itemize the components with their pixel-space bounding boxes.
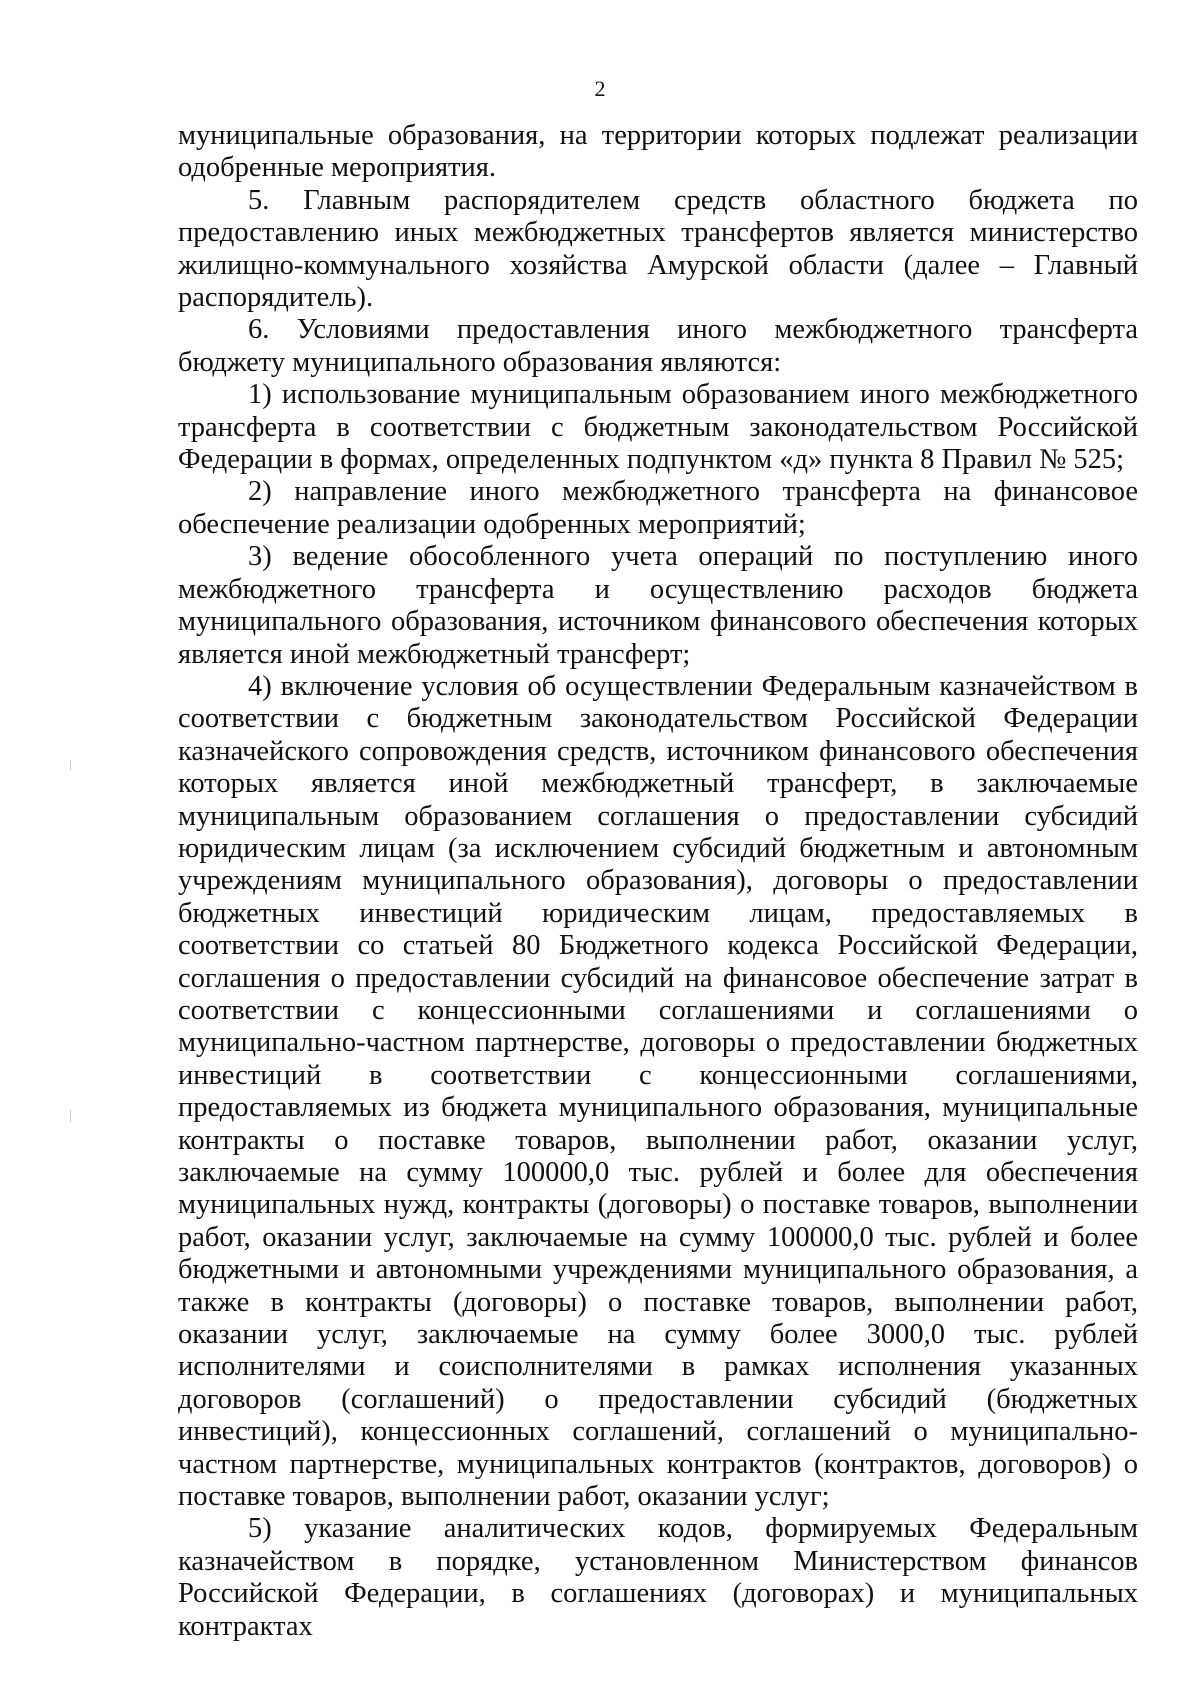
- paragraph-6-item-2: 2) направление иного межбюджетного трансферта на финансовое обеспечение реализации одобренных мероприятий;: [178, 476, 1138, 540]
- scan-artifact: [70, 1110, 71, 1122]
- paragraph-6-item-4: 4) включение условия об осуществлении Федеральным казначейством в соответствии с бюджетным законодательством Российской Федерации казначейского сопровождения средств, источником финансового обеспечения которых является иной межбюджетный трансферт, в заключаемые муниципальным образованием соглашения о предоставлении субсидий юридическим лицам (за исключением субсидий бюджетным и автономным учреждениям муниципального образования), договоры о предоставлении бюджетных инвестиций юридическим лицам, предоставляемых в соответствии со статьей 80 Бюджетного кодекса Российской Федерации, соглашения о предоставлении субсидий на финансовое обеспечение затрат в соответствии с концессионными соглашениями и соглашениями о муниципально-частном партнерстве, договоры о предоставлении бюджетных инвестиций в соответствии с концессионными соглашениями, предоставляемых из бюджета муниципального образования, муниципальные контракты о поставке товаров, выполнении работ, оказании услуг, заключаемые на сумму 100000,0 тыс. рублей и более для обеспечения муниципальных нужд, контракты (договоры) о поставке товаров, выполнении работ, оказании услуг, заключаемые на сумму 100000,0 тыс. рублей и более бюджетными и автономными учреждениями муниципального образования, а также в контракты (договоры) о поставке товаров, выполнении работ, оказании услуг, заключаемые на сумму более 3000,0 тыс. рублей исполнителями и соисполнителями в рамках исполнения указанных договоров (соглашений) о предоставлении субсидий (бюджетных инвестиций), концессионных соглашений, соглашений о муниципально-частном партнерстве, муниципальных контрактов (контрактов, договоров) о поставке товаров, выполнении работ, оказании услуг;: [178, 670, 1138, 1513]
- paragraph-6-item-5: 5) указание аналитических кодов, формируемых Федеральным казначейством в порядке, установленном Министерством финансов Российской Федерации, в соглашениях (договорах) и муниципальных контрактах: [178, 1513, 1138, 1642]
- paragraph-5: 5. Главным распорядителем средств областного бюджета по предоставлению иных межбюджетных трансфертов является министерство жилищно-коммунального хозяйства Амурской области (далее – Главный распорядитель).: [178, 184, 1138, 314]
- paragraph-6-item-3: 3) ведение обособленного учета операций по поступлению иного межбюджетного трансферта и осуществлению расходов бюджета муниципального образования, источником финансового обеспечения которых является иной межбюджетный трансферт;: [178, 541, 1138, 670]
- paragraph-6-item-1: 1) использование муниципальным образованием иного межбюджетного трансферта в соответствии с бюджетным законодательством Российской Федерации в формах, определенных подпунктом «д» пункта 8 Правил № 525;: [178, 379, 1138, 476]
- document-body: [178, 120, 1138, 1643]
- scan-artifact: [70, 760, 71, 770]
- page-number: 2: [594, 76, 606, 101]
- paragraph-continuation: муниципальные образования, на территории которых подлежат реализации одобренные мероприятия.: [178, 120, 1138, 184]
- paragraph-6: 6. Условиями предоставления иного межбюджетного трансферта бюджету муниципального образования являются:: [178, 314, 1138, 378]
